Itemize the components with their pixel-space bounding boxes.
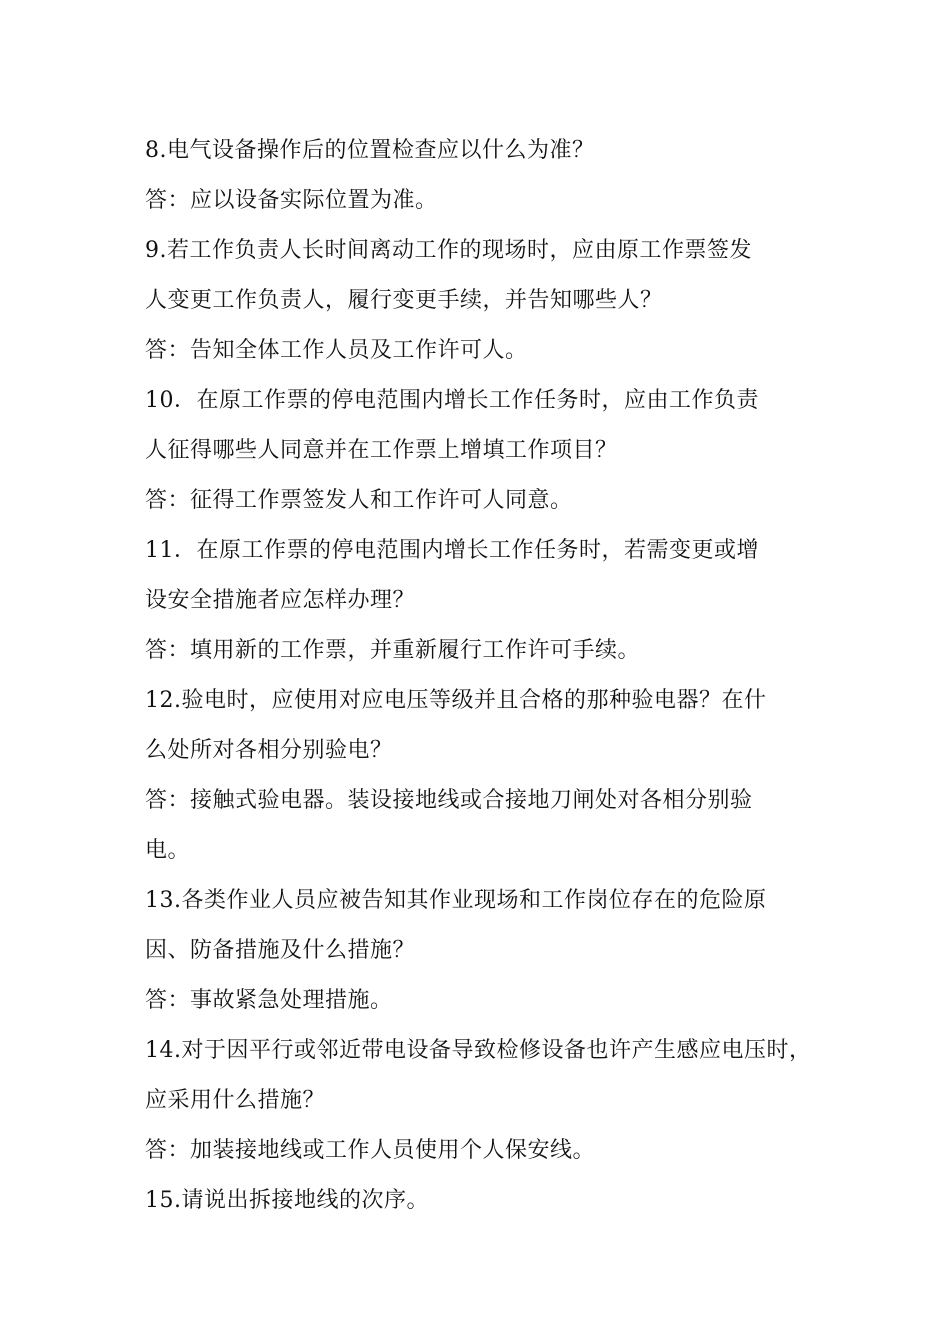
question-14-line-1: 14.对于因平行或邻近带电设备导致检修设备也许产生感应电压时，	[145, 1038, 812, 1063]
question-8: 8.电气设备操作后的位置检查应以什么为准？	[145, 138, 595, 163]
answer-13: 答：事故紧急处理措施。	[145, 988, 393, 1013]
answer-12-line-2: 电。	[145, 838, 191, 863]
question-9-line-1: 9.若工作负责人长时间离动工作的现场时，应由原工作票签发	[145, 238, 752, 263]
question-12-line-1: 12.验电时，应使用对应电压等级并且合格的那种验电器？在什	[145, 688, 767, 713]
answer-8: 答：应以设备实际位置为准。	[145, 188, 438, 213]
question-12-line-2: 么处所对各相分别验电？	[145, 738, 393, 763]
question-13-line-2: 因、防备措施及什么措施？	[145, 938, 416, 963]
answer-9: 答：告知全体工作人员及工作许可人。	[145, 338, 528, 363]
answer-12-line-1: 答：接触式验电器。装设接地线或合接地刀闸处对各相分别验	[145, 788, 753, 813]
question-14-line-2: 应采用什么措施？	[145, 1088, 326, 1113]
question-13-line-1: 13.各类作业人员应被告知其作业现场和工作岗位存在的危险原	[145, 888, 767, 913]
question-9-line-2: 人变更工作负责人，履行变更手续，并告知哪些人？	[145, 288, 663, 313]
answer-10: 答：征得工作票签发人和工作许可人同意。	[145, 488, 573, 513]
answer-14: 答：加装接地线或工作人员使用个人保安线。	[145, 1138, 596, 1163]
question-11-line-2: 设安全措施者应怎样办理？	[145, 588, 416, 613]
question-11-line-1: 11．在原工作票的停电范围内增长工作任务时，若需变更或增	[145, 538, 759, 563]
question-10-line-2: 人征得哪些人同意并在工作票上增填工作项目？	[145, 438, 618, 463]
question-15: 15.请说出拆接地线的次序。	[145, 1188, 429, 1213]
question-10-line-1: 10．在原工作票的停电范围内增长工作任务时，应由工作负责	[145, 388, 759, 413]
answer-11: 答：填用新的工作票，并重新履行工作许可手续。	[145, 638, 641, 663]
